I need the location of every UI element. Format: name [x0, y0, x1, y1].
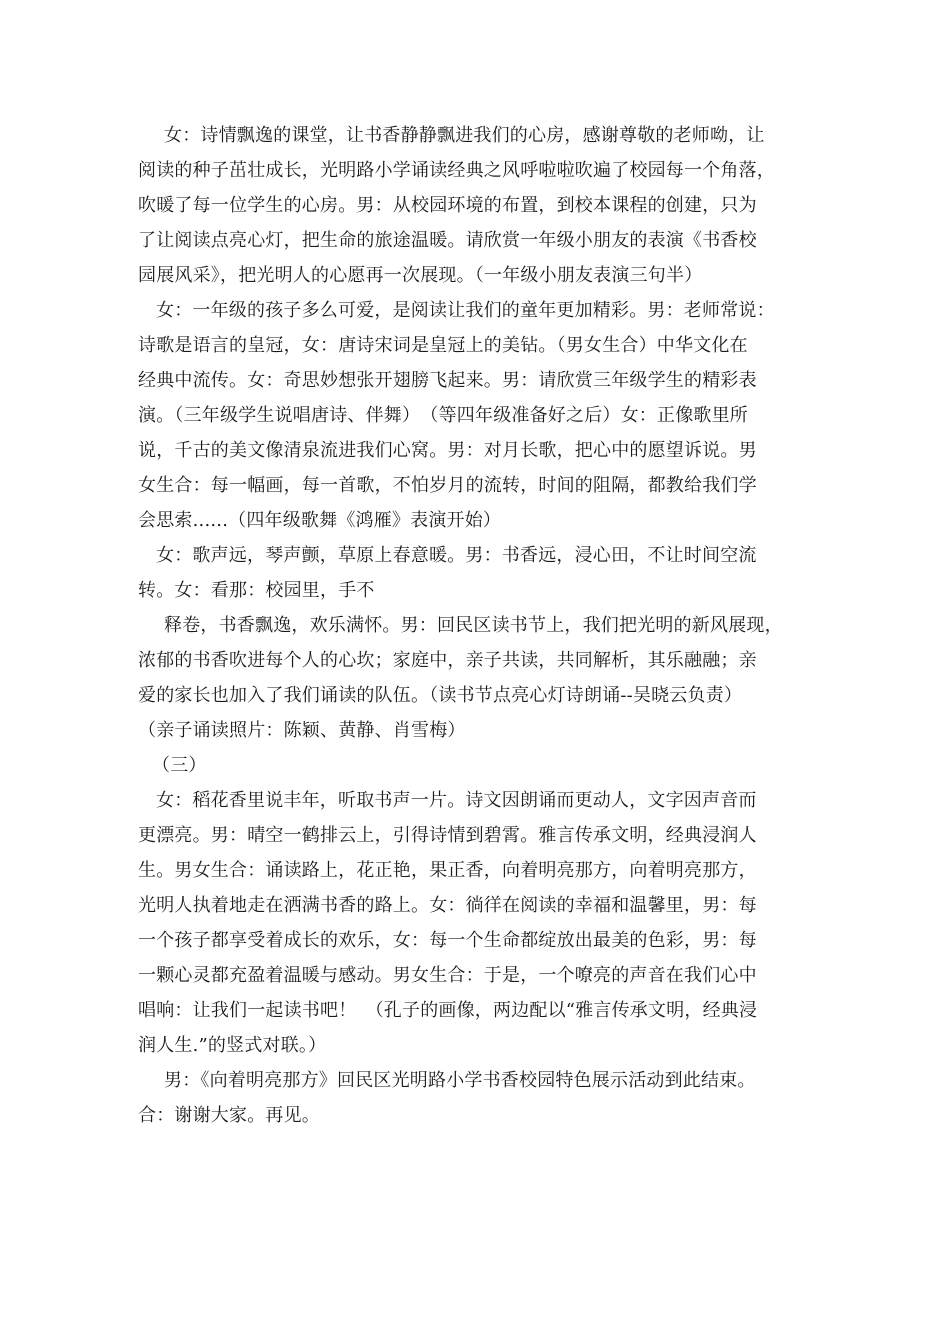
section-heading: （三） — [152, 755, 207, 776]
text-line: 了让阅读点亮心灯，把生命的旅途温暖。请欣赏一年级小朋友的表演《书香校 — [138, 230, 757, 251]
text-line: 园展风采》，把光明人的心愿再一次展现。（一年级小朋友表演三句半） — [138, 265, 703, 286]
text-line: 演。（三年级学生说唱唐诗、伴舞） （等四年级准备好之后）女：正像歌里所 — [138, 405, 748, 426]
text-line: （亲子诵读照片：陈颖、黄静、肖雪梅） — [138, 720, 466, 741]
text-line: 女：诗情飘逸的课堂，让书香静静飘进我们的心房，感谢尊敬的老师呦，让 — [164, 125, 765, 146]
text-line: 经典中流传。女：奇思妙想张开翅膀飞起来。男：请欣赏三年级学生的精彩表 — [138, 370, 757, 391]
text-line: 生。男女生合：诵读路上，花正艳，果正香，向着明亮那方，向着明亮那方， — [138, 860, 757, 881]
text-line: 合：谢谢大家。再见。 — [138, 1105, 320, 1126]
document-body — [138, 118, 818, 1133]
text-line: 一颗心灵都充盈着温暖与感动。男女生合：于是，一个嘹亮的声音在我们心中 — [138, 965, 757, 986]
text-line: 润人生.”的竖式对联。） — [138, 1035, 327, 1056]
text-line: 一个孩子都享受着成长的欢乐，女：每一个生命都绽放出最美的色彩，男：每 — [138, 930, 757, 951]
text-line: 阅读的种子茁壮成长，光明路小学诵读经典之风呼啦啦吹遍了校园每一个角落， — [138, 160, 775, 181]
text-line: 爱的家长也加入了我们诵读的队伍。（读书节点亮心灯诗朗诵--吴晓云负责） — [138, 685, 743, 706]
text-line: 诗歌是语言的皇冠，女：唐诗宋词是皇冠上的美钻。（男女生合）中华文化在 — [138, 335, 748, 356]
text-line: 说，千古的美文像清泉流进我们心窝。男：对月长歌，把心中的愿望诉说。男 — [138, 440, 757, 461]
text-line: 女：一年级的孩子多么可爱，是阅读让我们的童年更加精彩。男：老师常说： — [156, 300, 775, 321]
text-line: 男：《向着明亮那方》回民区光明路小学书香校园特色展示活动到此结束。 — [164, 1070, 756, 1091]
text-line: 释卷，书香飘逸，欢乐满怀。男：回民区读书节上，我们把光明的新风展现， — [164, 615, 783, 636]
text-line: 浓郁的书香吹进每个人的心坎；家庭中，亲子共读，共同解析，其乐融融；亲 — [138, 650, 757, 671]
text-line: 唱响：让我们一起读书吧！ （孔子的画像，两边配以“雅言传承文明，经典浸 — [138, 1000, 758, 1021]
text-line: 吹暖了每一位学生的心房。男：从校园环境的布置，到校本课程的创建，只为 — [138, 195, 757, 216]
text-line: 女生合：每一幅画，每一首歌，不怕岁月的流转，时间的阻隔，都教给我们学 — [138, 475, 757, 496]
text-line: 女：歌声远，琴声颤，草原上春意暖。男：书香远，浸心田，不让时间空流 — [156, 545, 757, 566]
text-line: 更漂亮。男：晴空一鹤排云上，引得诗情到碧霄。雅言传承文明，经典浸润人 — [138, 825, 757, 846]
text-line: 女：稻花香里说丰年，听取书声一片。诗文因朗诵而更动人，文字因声音而 — [156, 790, 757, 811]
text-line: 光明人执着地走在洒满书香的路上。女：徜徉在阅读的幸福和温馨里，男：每 — [138, 895, 757, 916]
text-line: 转。女：看那：校园里，手不 — [138, 580, 375, 601]
text-line: 会思索......（四年级歌舞《鸿雁》表演开始） — [138, 510, 502, 531]
